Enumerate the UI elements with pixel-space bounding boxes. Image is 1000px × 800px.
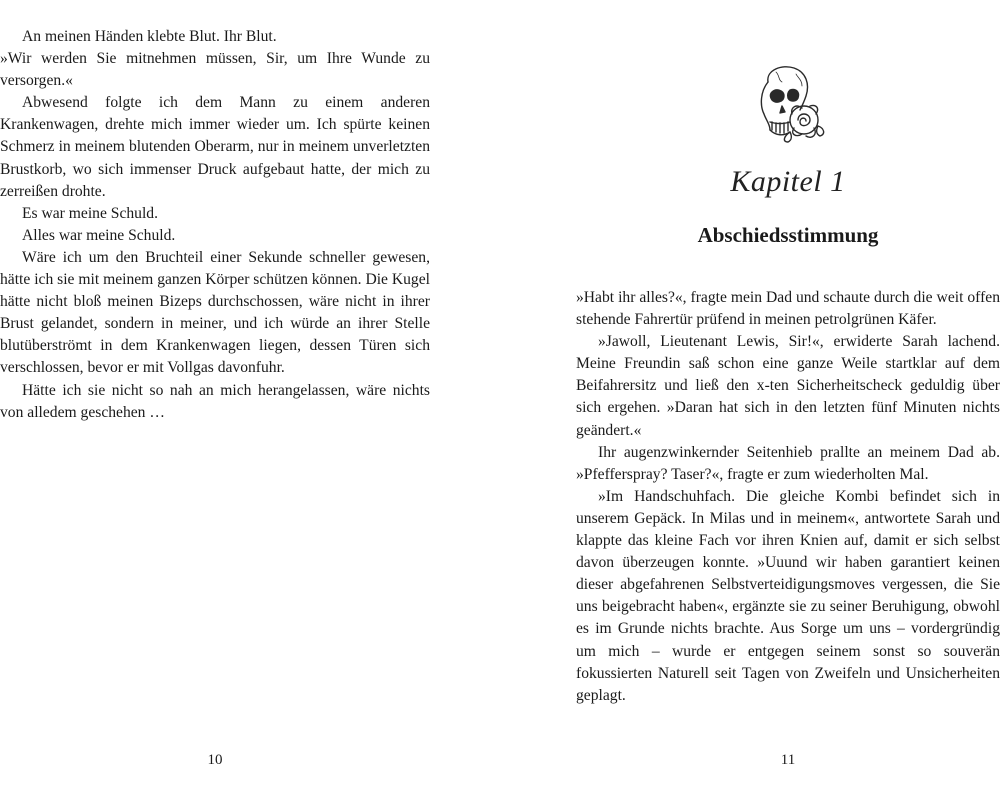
paragraph: »Im Handschuhfach. Die gleiche Kombi befindet sich in unserem Gepäck. In Milas und in meinem«, antwortete Sarah und klappte das kleine Fach vor ihren Knien auf, damit er sich selbst davon überzeugen konnte. »Uuund wir haben garantiert keinen dieser abgefahrenen Selbstverteidigungsmoves vergessen, die Sie uns beigebracht haben«, ergänzte sie zu seiner Beruhigung, obwohl es im Grunde nichts brachte. Aus Sorge um uns – vordergründig um mich – wurde er entgegen seinem sonst so souverän fokussierten Naturell seit Tagen von Zweifeln und Unsicherheiten geplagt. [576, 487, 1000, 704]
page-number: 11 [780, 752, 796, 768]
paragraph: »Wir werden Sie mitnehmen müssen, Sir, um Ihre Wunde zu versorgen.« [0, 50, 430, 90]
skull-with-rose-icon [746, 62, 826, 144]
paragraph: An meinen Händen klebte Blut. Ihr Blut. [22, 28, 277, 45]
paragraph: Wäre ich um den Bruchteil einer Sekunde schneller gewesen, hätte ich sie mit meinem ganzen Körper schützen können. Die Kugel hätte nicht bloß meinen Bizeps durchschossen, wäre nicht in ihrer Brust gelandet, sondern in meiner, und ich würde an ihrer Stelle blutüberströmt in dem Krankenwagen liegen, dessen Türen sich verschlossen, bevor er mit Vollgas davonfuhr. [0, 248, 430, 377]
paragraph: Es war meine Schuld. [22, 204, 158, 222]
paragraph: Alles war meine Schuld. [22, 226, 176, 244]
chapter-label: Kapitel 1 [730, 165, 846, 198]
paragraph: »Jawoll, Lieutenant Lewis, Sir!«, erwiderte Sarah lachend. Meine Freundin saß schon eine ganze Weile startklar auf dem Beifahrersitz und ließ den x-ten Sicherheitscheck geduldig über sich ergehen. »Daran hat sich in den letzten fünf Minuten nichts geändert.« [576, 333, 1000, 439]
left-page-text [0, 26, 430, 424]
paragraph: Abwesend folgte ich dem Mann zu einem anderen Krankenwagen, drehte mich immer wieder um. Ich spürte keinen Schmerz in meinem blutenden Oberarm, nur in meinem unverletzten Brustkorb, wo sich immenser Druck aufgebaut hatte, der mich zu zerreißen drohte. [0, 94, 430, 200]
paragraph: Hätte ich sie nicht so nah an mich herangelassen, wäre nichts von alledem geschehen … [0, 381, 430, 421]
right-page-text [576, 287, 1000, 707]
page-number: 10 [207, 752, 223, 768]
left-page [0, 0, 430, 800]
right-page [576, 0, 1000, 800]
paragraph: »Habt ihr alles?«, fragte mein Dad und schaute durch die weit offen stehende Fahrertür prüfend in meinen petrolgrünen Käfer. [576, 289, 1000, 329]
chapter-title: Abschiedsstimmung [697, 223, 879, 247]
paragraph: Ihr augenzwinkernder Seitenhieb prallte an meinem Dad ab. »Pfefferspray? Taser?«, fragte er zum wiederholten Mal. [576, 443, 1000, 483]
